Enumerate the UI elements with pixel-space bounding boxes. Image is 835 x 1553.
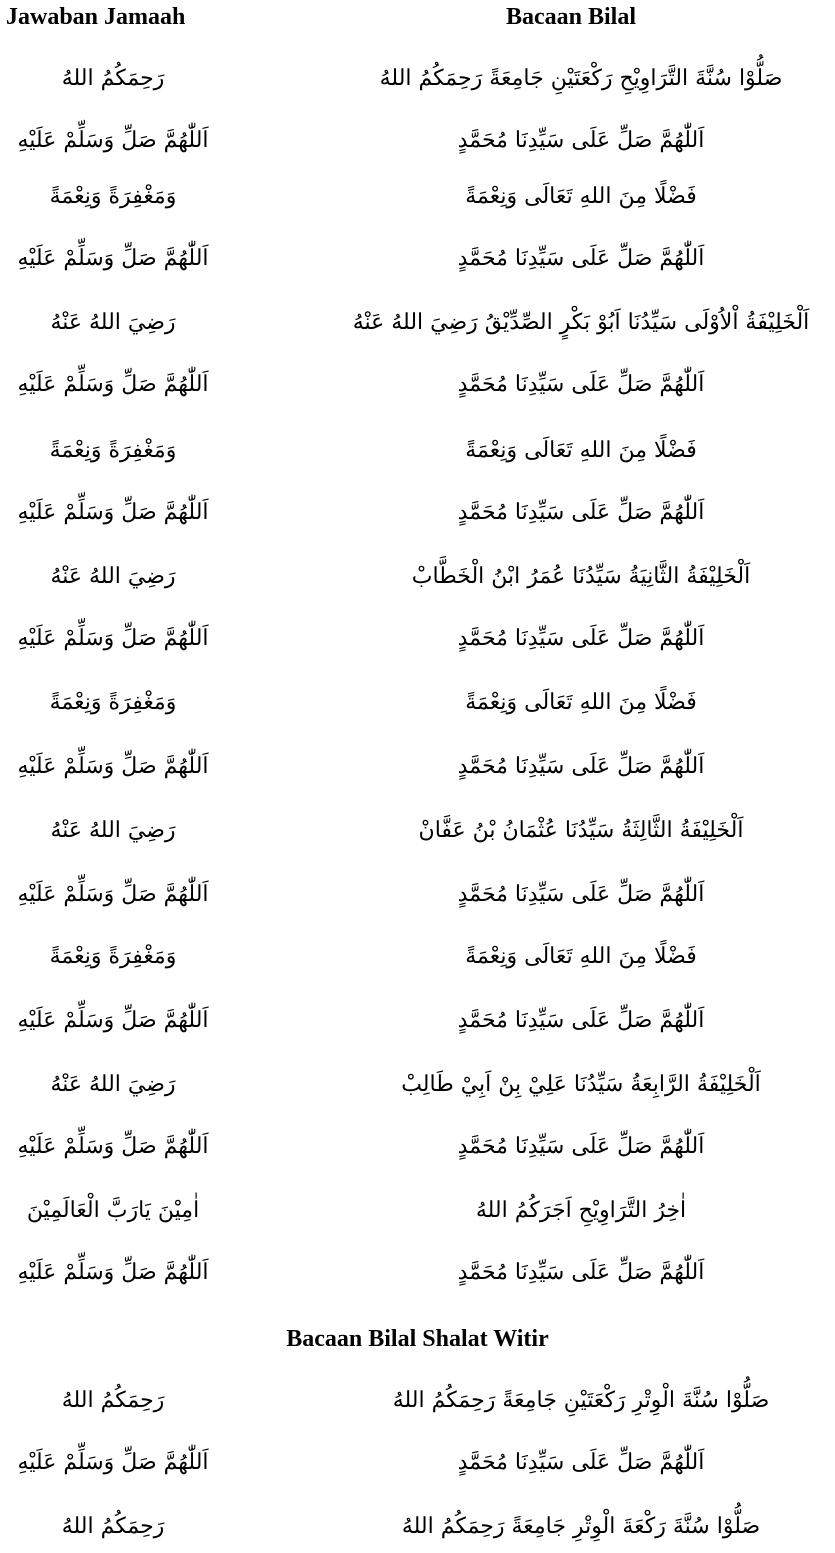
main-row	[0, 124, 835, 158]
bilal-recitation: صَلُّوْا سُنَّةَ الْوِتْرِ رَكْعَتَيْنِ جَامِعَةً رَحِمَكُمُ اللهُ	[392, 1388, 770, 1413]
main-row	[0, 496, 835, 530]
main-row	[0, 940, 835, 974]
bilal-recitation: اَللّٰهُمَّ صَلِّ عَلَى سَيِّدِنَا مُحَمَّدٍ	[457, 128, 705, 153]
main-row	[0, 622, 835, 656]
bilal-recitation: فَضْلًا مِنَ اللهِ تَعَالَى وَنِعْمَةً	[465, 184, 697, 209]
bilal-recitation: فَضْلًا مِنَ اللهِ تَعَالَى وَنِعْمَةً	[465, 944, 697, 969]
witir-row	[0, 1384, 835, 1418]
jamaah-response: رَحِمَكُمُ اللهُ	[61, 1514, 165, 1539]
main-row	[0, 368, 835, 402]
jamaah-response: اَللّٰهُمَّ صَلِّ وَسَلِّمْ عَلَيْهِ	[17, 882, 209, 907]
bilal-recitation: اَللّٰهُمَّ صَلِّ عَلَى سَيِّدِنَا مُحَمَّدٍ	[457, 1260, 705, 1285]
main-row	[0, 1004, 835, 1038]
bilal-recitation: صَلُّوْا سُنَّةَ رَكْعَةَ الْوِتْرِ جَامِعَةً رَحِمَكُمُ اللهُ	[401, 1514, 761, 1539]
bilal-recitation: اَللّٰهُمَّ صَلِّ عَلَى سَيِّدِنَا مُحَمَّدٍ	[457, 1134, 705, 1159]
jamaah-response: رَضِيَ اللهُ عَنْهُ	[50, 1072, 176, 1097]
main-row	[0, 1194, 835, 1228]
main-row	[0, 62, 835, 96]
jawaban-jamaah-heading: Jawaban Jamaah	[6, 4, 186, 30]
jamaah-response: اَللّٰهُمَّ صَلِّ وَسَلِّمْ عَلَيْهِ	[17, 1450, 209, 1475]
jamaah-response: اَللّٰهُمَّ صَلِّ وَسَلِّمْ عَلَيْهِ	[17, 128, 209, 153]
bilal-recitation: اَلْخَلِيْفَةُ اْلاُوْلَى سَيِّدُنَا اَبُوْ بَكْرٍ الصِّدِّيْقُ رَضِيَ اللهُ عَنْهُ	[352, 310, 810, 335]
jamaah-response: اَللّٰهُمَّ صَلِّ وَسَلِّمْ عَلَيْهِ	[17, 1008, 209, 1033]
jamaah-response: وَمَغْفِرَةً وَنِعْمَةً	[49, 944, 177, 969]
main-row	[0, 814, 835, 848]
jamaah-response: رَحِمَكُمُ اللهُ	[61, 1388, 165, 1413]
bilal-recitation: اَللّٰهُمَّ صَلِّ عَلَى سَيِّدِنَا مُحَمَّدٍ	[457, 626, 705, 651]
bilal-recitation: اَللّٰهُمَّ صَلِّ عَلَى سَيِّدِنَا مُحَمَّدٍ	[457, 500, 705, 525]
bilal-recitation: اَلْخَلِيْفَةُ الثَّالِثَةُ سَيِّدُنَا عُثْمَانُ بْنُ عَفَّانْ	[418, 818, 744, 843]
bilal-recitation: صَلُّوْا سُنَّةَ التَّرَاوِيْحِ رَكْعَتَيْنِ جَامِعَةً رَحِمَكُمُ اللهُ	[379, 66, 783, 91]
witir-section-title: Bacaan Bilal Shalat Witir	[286, 1326, 549, 1352]
main-row	[0, 1130, 835, 1164]
main-row	[0, 1256, 835, 1290]
main-row	[0, 686, 835, 720]
jamaah-response: وَمَغْفِرَةً وَنِعْمَةً	[49, 184, 177, 209]
jamaah-response: اَللّٰهُمَّ صَلِّ وَسَلِّمْ عَلَيْهِ	[17, 500, 209, 525]
jamaah-response: اَللّٰهُمَّ صَلِّ وَسَلِّمْ عَلَيْهِ	[17, 1134, 209, 1159]
bacaan-bilal-heading: Bacaan Bilal	[506, 4, 637, 30]
jamaah-response: رَضِيَ اللهُ عَنْهُ	[50, 310, 176, 335]
main-row	[0, 750, 835, 784]
bilal-recitation: فَضْلًا مِنَ اللهِ تَعَالَى وَنِعْمَةً	[465, 438, 697, 463]
bilal-recitation: اَلْخَلِيْفَةُ الرَّابِعَةُ سَيِّدُنَا عَلِيْ بِنْ اَبِيْ طَالِبْ	[401, 1072, 761, 1097]
jamaah-response: اَللّٰهُمَّ صَلِّ وَسَلِّمْ عَلَيْهِ	[17, 372, 209, 397]
witir-row	[0, 1510, 835, 1544]
jamaah-response: اَللّٰهُمَّ صَلِّ وَسَلِّمْ عَلَيْهِ	[17, 246, 209, 271]
jamaah-response: وَمَغْفِرَةً وَنِعْمَةً	[49, 438, 177, 463]
bilal-recitation: اَللّٰهُمَّ صَلِّ عَلَى سَيِّدِنَا مُحَمَّدٍ	[457, 882, 705, 907]
main-row	[0, 242, 835, 276]
main-row	[0, 180, 835, 214]
jamaah-response: رَضِيَ اللهُ عَنْهُ	[50, 564, 176, 589]
jamaah-response: رَحِمَكُمُ اللهُ	[61, 66, 165, 91]
jamaah-response: اَللّٰهُمَّ صَلِّ وَسَلِّمْ عَلَيْهِ	[17, 754, 209, 779]
main-row	[0, 560, 835, 594]
jamaah-response: وَمَغْفِرَةً وَنِعْمَةً	[49, 690, 177, 715]
bilal-recitation: اَللّٰهُمَّ صَلِّ عَلَى سَيِّدِنَا مُحَمَّدٍ	[457, 246, 705, 271]
jamaah-response: اَللّٰهُمَّ صَلِّ وَسَلِّمْ عَلَيْهِ	[17, 626, 209, 651]
bilal-recitation: اَللّٰهُمَّ صَلِّ عَلَى سَيِّدِنَا مُحَمَّدٍ	[457, 372, 705, 397]
jamaah-response: اٰمِيْنَ يَارَبَّ الْعَالَمِيْنَ	[26, 1198, 200, 1223]
main-row	[0, 1068, 835, 1102]
jamaah-response: رَضِيَ اللهُ عَنْهُ	[50, 818, 176, 843]
witir-row	[0, 1446, 835, 1480]
jamaah-response: اَللّٰهُمَّ صَلِّ وَسَلِّمْ عَلَيْهِ	[17, 1260, 209, 1285]
main-row	[0, 306, 835, 340]
main-row	[0, 878, 835, 912]
bilal-recitation: اَللّٰهُمَّ صَلِّ عَلَى سَيِّدِنَا مُحَمَّدٍ	[457, 1450, 705, 1475]
main-row	[0, 434, 835, 468]
bilal-recitation: اٰخِرُ التَّرَاوِيْحِ اَجَرَكُمُ اللهُ	[475, 1198, 687, 1223]
bilal-recitation: اَللّٰهُمَّ صَلِّ عَلَى سَيِّدِنَا مُحَمَّدٍ	[457, 1008, 705, 1033]
bilal-recitation: اَلْخَلِيْفَةُ الثَّانِيَةُ سَيِّدُنَا عُمَرُ ابْنُ الْخَطَّابْ	[411, 564, 751, 589]
bilal-recitation: اَللّٰهُمَّ صَلِّ عَلَى سَيِّدِنَا مُحَمَّدٍ	[457, 754, 705, 779]
bilal-recitation: فَضْلًا مِنَ اللهِ تَعَالَى وَنِعْمَةً	[465, 690, 697, 715]
